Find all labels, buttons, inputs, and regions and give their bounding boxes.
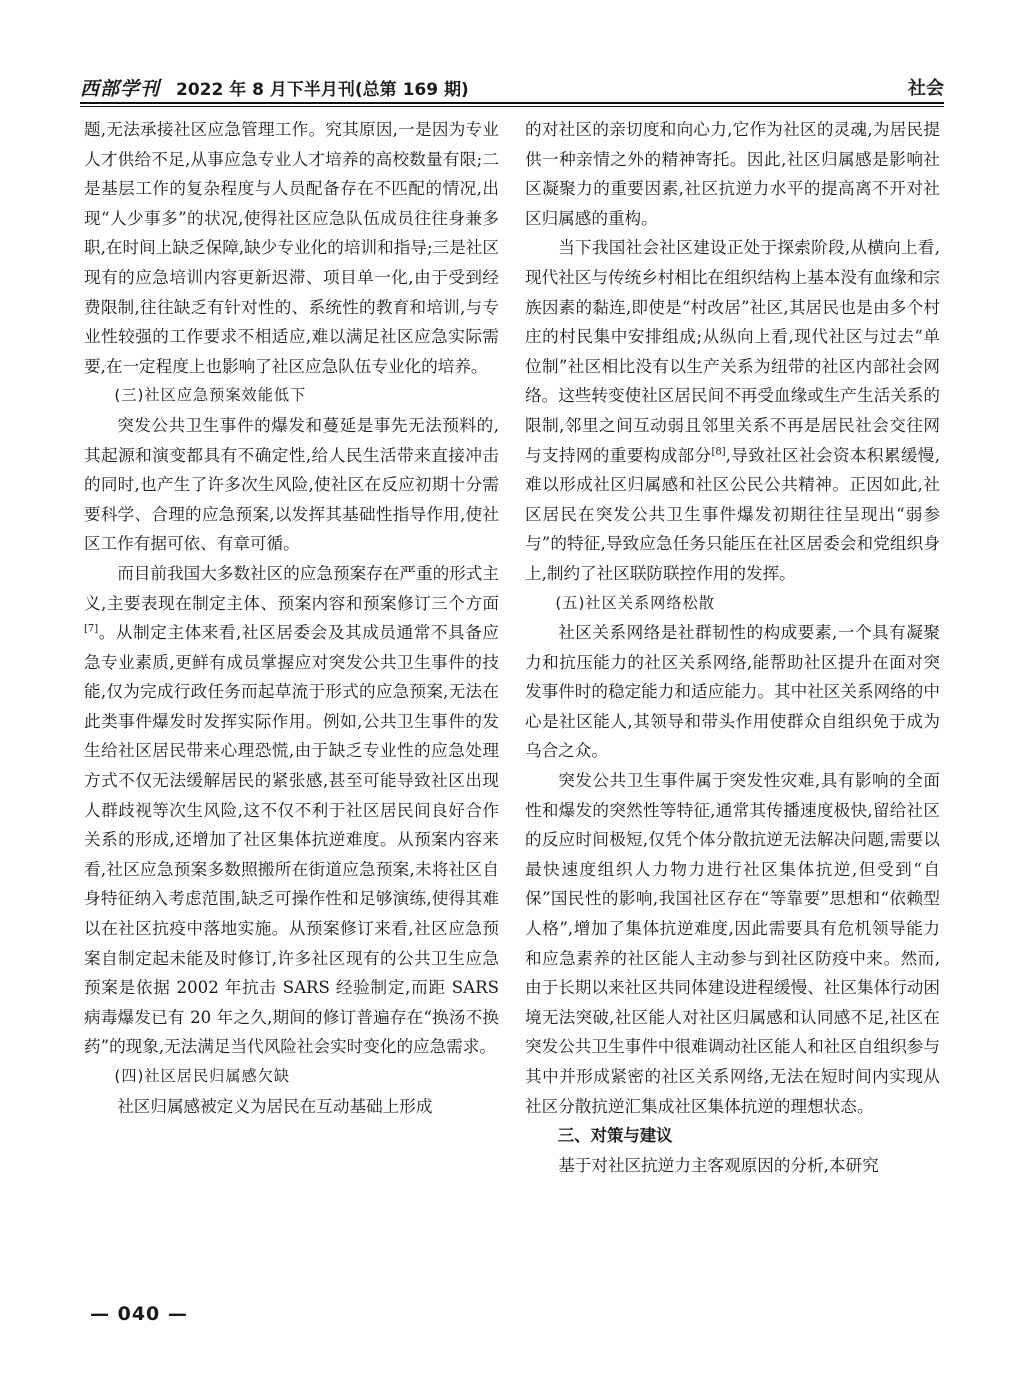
- paragraph-text: 当下我国社会社区建设正处于探索阶段,从横向上看,现代社区与传统乡村相比在组织结构上基本没有血缘和宗族因素的黏连,即使是“村改居”社区,其居民也是由多个村庄的村民集中安排组成;从纵向上看,现代社区与过去“单位制”社区相比没有以生产关系为纽带的社区内部社会网络。这些转变使社区居民间不再受血缘或生产生活关系的限制,邻里之间互动弱且邻里关系不再是居民社会交往网与支持网的重要构成部分: [525, 238, 940, 465]
- paragraph: 社区关系网络是社群韧性的构成要素,一个具有凝聚力和抗压能力的社区关系网络,能帮助社区提升在面对突发事件时的稳定能力和适应能力。其中社区关系网络的中心是社区能人,其领导和带头作用使群众自组织免于成为乌合之众。: [525, 623, 940, 761]
- journal-logo: 西部学刊: [80, 78, 161, 100]
- subsection-heading: (四)社区居民归属感欠缺: [114, 1067, 291, 1085]
- paragraph: 突发公共卫生事件属于突发性灾难,具有影响的全面性和爆发的突然性等特征,通常其传播速度极快,留给社区的反应时间极短,仅凭个体分散抗逆无法解决问题,需要以最快速度组织人力物力进行社区集体抗逆,但受到“自保”国民性的影响,我国社区存在“等靠要”思想和“依赖型人格”,增加了集体抗逆难度,因此需要具有危机领导能力和应急素养的社区能人主动参与到社区防疫中来。然而,由于长期以来社区共同体建设进程缓慢、社区集体行动困境无法突破,社区能人对社区归属感和认同感不足,社区在突发公共卫生事件中很难调动社区能人和社区自组织参与其中并形成紧密的社区关系网络,无法在短时间内实现从社区分散抗逆汇集成社区集体抗逆的理想状态。: [525, 771, 940, 1116]
- paragraph-text: 而目前我国大多数社区的应急预案存在严重的形式主义,主要表现在制定主体、预案内容和预案修订三个方面: [84, 563, 499, 613]
- citation-ref: [8]: [711, 446, 726, 457]
- header-rule-thick: [80, 102, 944, 104]
- page-number: — 040 —: [90, 1303, 188, 1325]
- paragraph: 基于对社区抗逆力主客观原因的分析,本研究: [558, 1155, 879, 1175]
- paragraph: 的对社区的亲切度和向心力,它作为社区的灵魂,为居民提供一种亲情之外的精神寄托。因此,社区归属感是影响社区凝聚力的重要因素,社区抗逆力水平的提高离不开对社区归属感的重构。: [525, 120, 940, 228]
- left-column: [84, 115, 499, 1290]
- section-label: 社会: [908, 78, 944, 99]
- paragraph-text: ,导致社区社会资本积累缓慢,难以形成社区归属感和社区公民公共精神。正因如此,社区居民在突发公共卫生事件爆发初期往往呈现出“弱参与”的特征,导致应急任务只能压在社区居委会和党组织身上,制约了社区联防联控作用的发挥。: [525, 445, 940, 583]
- paragraph: 突发公共卫生事件的爆发和蔓延是事先无法预料的,其起源和演变都具有不确定性,给人民生活带来直接冲击的同时,也产生了许多次生风险,使社区在反应初期十分需要科学、合理的应急预案,以发挥其基础性指导作用,使社区工作有据可依、有章可循。: [84, 415, 499, 554]
- paragraph: 题,无法承接社区应急管理工作。究其原因,一是因为专业人才供给不足,从事应急专业人才培养的高校数量有限;二是基层工作的复杂程度与人员配备存在不匹配的情况,出现“人少事多”的状况,使得社区应急队伍成员往往身兼多职,在时间上缺乏保障,缺少专业化的培训和指导;三是社区现有的应急培训内容更新迟滞、项目单一化,由于受到经费限制,往往缺乏有针对性的、系统性的教育和培训,与专业性较强的工作要求不相适应,难以满足社区应急实际需要,在一定程度上也影响了社区应急队伍专业化的培养。: [84, 120, 499, 376]
- running-header: [80, 72, 944, 100]
- right-column: [525, 115, 940, 1290]
- paragraph-text: 。从制定主体来看,社区居委会及其成员通常不具备应急专业素质,更鲜有成员掌握应对突发公共卫生事件的技能,仅为完成行政任务而起草流于形式的应急预案,无法在此类事件爆发时发挥实际作用。例如,公共卫生事件的发生给社区居民带来心理恐慌,由于缺乏专业性的应急处理方式不仅无法缓解居民的紧张感,甚至可能导致社区出现人群歧视等次生风险,这不仅不利于社区居民间良好合作关系的形成,还增加了社区集体抗逆难度。从预案内容来看,社区应急预案多数照搬所在街道应急预案,未将社区自身特征纳入考虑范围,缺乏可操作性和足够演练,使得其难以在社区抗疫中落地实施。从预案修订来看,社区应急预案自制定起未能及时修订,许多社区现有的公共卫生应急预案是依据 2002 年抗击 SARS 经验制定,而距 SARS 病毒爆发已有 20 年之久,期间的修订普遍存在“换汤不换药”的现象,无法满足当代风险社会实时变化的应急需求。: [84, 623, 499, 1057]
- header-rule-thin: [80, 106, 944, 107]
- paragraph: [84, 559, 499, 1062]
- citation-ref: [7]: [84, 623, 99, 635]
- subsection-heading: (三)社区应急预案效能低下: [114, 386, 307, 405]
- issue-info: 2022 年 8 月下半月刊(总第 169 期): [176, 80, 469, 100]
- subsection-heading: (五)社区关系网络松散: [555, 593, 715, 612]
- paragraph: 社区归属感被定义为居民在互动基础上形成: [117, 1096, 433, 1116]
- section-heading: 三、对策与建议: [557, 1126, 673, 1146]
- paragraph: [525, 233, 940, 588]
